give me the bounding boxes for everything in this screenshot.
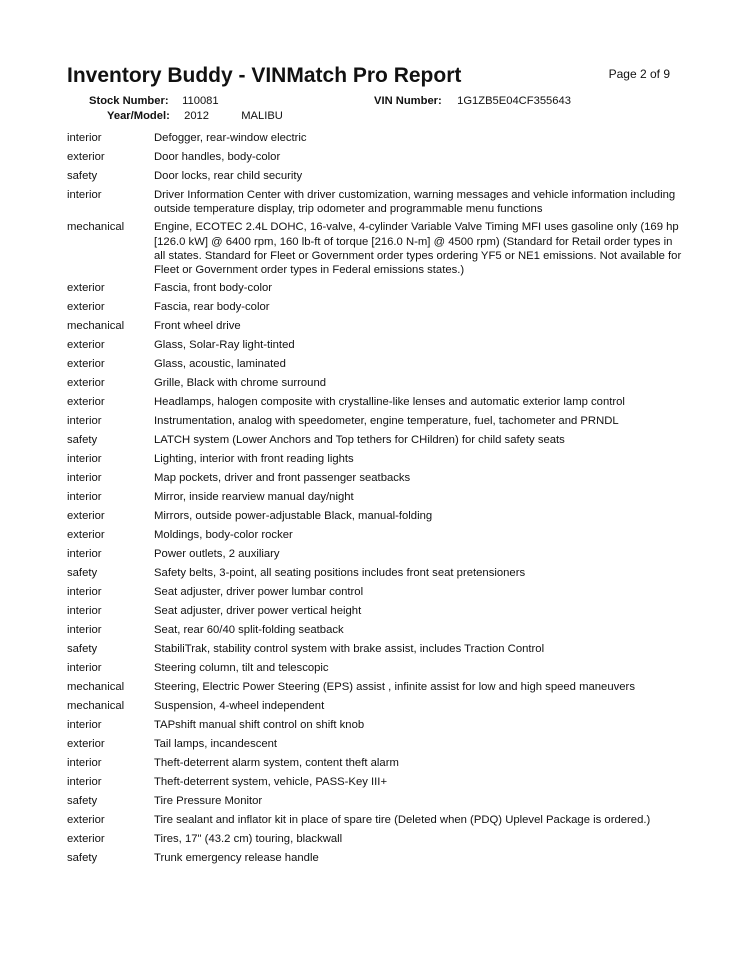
feature-row xyxy=(67,169,687,183)
feature-category: safety xyxy=(67,795,98,808)
feature-row xyxy=(67,452,687,466)
feature-category: exterior xyxy=(67,282,105,295)
stock-number-label: Stock Number: xyxy=(89,95,169,107)
feature-row xyxy=(67,220,687,278)
feature-category: safety xyxy=(67,434,98,447)
feature-row xyxy=(67,528,687,542)
feature-description: Lighting, interior with front reading lights xyxy=(154,453,354,466)
feature-row xyxy=(67,188,687,217)
feature-category: mechanical xyxy=(67,681,125,694)
report-title: Inventory Buddy - VINMatch Pro Report xyxy=(67,64,462,87)
feature-row xyxy=(67,851,687,865)
feature-row xyxy=(67,756,687,770)
feature-description: Tire sealant and inflator kit in place of spare tire (Deleted when (PDQ) Uplevel Package is ordered.) xyxy=(154,814,651,827)
year-model xyxy=(107,110,283,122)
feature-row xyxy=(67,623,687,637)
feature-description: Tires, 17" (43.2 cm) touring, blackwall xyxy=(154,833,343,846)
feature-description: Headlamps, halogen composite with crystalline-like lenses and automatic exterior lamp control xyxy=(154,396,625,409)
feature-description: Glass, Solar-Ray light-tinted xyxy=(154,339,295,352)
feature-row xyxy=(67,150,687,164)
feature-description: Front wheel drive xyxy=(154,320,241,333)
feature-row xyxy=(67,718,687,732)
feature-category: exterior xyxy=(67,833,105,846)
feature-row xyxy=(67,395,687,409)
feature-description: Fascia, front body-color xyxy=(154,282,273,295)
feature-description: TAPshift manual shift control on shift knob xyxy=(154,719,365,732)
feature-description: Steering, Electric Power Steering (EPS) assist , infinite assist for low and high speed maneuvers xyxy=(154,681,635,694)
feature-category: interior xyxy=(67,776,102,789)
page-number: Page 2 of 9 xyxy=(608,67,670,81)
feature-row xyxy=(67,775,687,789)
feature-description: Theft-deterrent alarm system, content theft alarm xyxy=(154,757,399,770)
feature-category: exterior xyxy=(67,510,105,523)
feature-row xyxy=(67,604,687,618)
feature-row xyxy=(67,376,687,390)
feature-description: Trunk emergency release handle xyxy=(154,852,319,865)
feature-description: Tire Pressure Monitor xyxy=(154,795,263,808)
stock-number xyxy=(89,95,219,107)
feature-description: Defogger, rear-window electric xyxy=(154,132,307,144)
feature-row xyxy=(67,832,687,846)
feature-description: Mirrors, outside power-adjustable Black, manual-folding xyxy=(154,510,433,523)
stock-number-value: 110081 xyxy=(182,95,219,107)
feature-category: interior xyxy=(67,453,102,466)
feature-description: Grille, Black with chrome surround xyxy=(154,377,327,390)
feature-row xyxy=(67,490,687,504)
feature-row xyxy=(67,585,687,599)
feature-description: Seat adjuster, driver power lumbar control xyxy=(154,586,364,599)
year-value: 2012 xyxy=(184,110,209,122)
feature-description: Moldings, body-color rocker xyxy=(154,529,293,542)
feature-category: interior xyxy=(67,605,102,618)
feature-category: interior xyxy=(67,472,102,485)
feature-description: Tail lamps, incandescent xyxy=(154,738,278,751)
feature-row xyxy=(67,566,687,580)
feature-row xyxy=(67,813,687,827)
feature-row xyxy=(67,357,687,371)
feature-category: safety xyxy=(67,643,98,656)
feature-row xyxy=(67,661,687,675)
feature-category: interior xyxy=(67,624,102,637)
feature-description: Suspension, 4-wheel independent xyxy=(154,700,325,713)
feature-category: interior xyxy=(67,189,102,201)
feature-row xyxy=(67,338,687,352)
feature-description: LATCH system (Lower Anchors and Top tethers for CHildren) for child safety seats xyxy=(154,434,565,447)
feature-category: interior xyxy=(67,662,102,675)
feature-category: exterior xyxy=(67,529,105,542)
feature-list xyxy=(67,131,687,870)
feature-row xyxy=(67,642,687,656)
feature-description: Seat adjuster, driver power vertical height xyxy=(154,605,362,618)
feature-description: Instrumentation, analog with speedometer, engine temperature, fuel, tachometer and PRNDL xyxy=(154,415,619,428)
feature-description: Map pockets, driver and front passenger seatbacks xyxy=(154,472,411,485)
feature-category: interior xyxy=(67,719,102,732)
feature-row xyxy=(67,319,687,333)
model-value: MALIBU xyxy=(241,110,283,122)
feature-row xyxy=(67,794,687,808)
feature-category: mechanical xyxy=(67,700,125,713)
vin-number-label: VIN Number: xyxy=(374,95,442,107)
feature-category: interior xyxy=(67,548,102,561)
feature-category: exterior xyxy=(67,151,105,163)
feature-row xyxy=(67,680,687,694)
feature-description: Door handles, body-color xyxy=(154,151,281,163)
feature-row xyxy=(67,131,687,145)
feature-description: Engine, ECOTEC 2.4L DOHC, 16-valve, 4-cylinder Variable Valve Timing MFI uses gasoline only (169 hp [126.0 kW] @ 6400 rpm, 160 lb-ft of torque [216.0 N-m] @ 4500 rpm) (Standard for Retail order types in all states. Standard for Fleet or Government order types ordering YF5 or NE1 emissions. Not available for Fleet or Government order types in Federal emissions states.) xyxy=(154,221,682,277)
feature-category: exterior xyxy=(67,396,105,409)
feature-row xyxy=(67,433,687,447)
feature-row xyxy=(67,509,687,523)
feature-category: interior xyxy=(67,586,102,599)
feature-row xyxy=(67,471,687,485)
feature-category: exterior xyxy=(67,358,105,371)
vin-number-value: 1G1ZB5E04CF355643 xyxy=(457,95,571,107)
feature-row xyxy=(67,281,687,295)
feature-description: Door locks, rear child security xyxy=(154,170,303,182)
feature-description: Theft-deterrent system, vehicle, PASS-Key III+ xyxy=(154,776,388,789)
year-model-label: Year/Model: xyxy=(107,110,170,122)
feature-description: Glass, acoustic, laminated xyxy=(154,358,286,371)
feature-category: exterior xyxy=(67,377,105,390)
feature-description: Seat, rear 60/40 split-folding seatback xyxy=(154,624,344,637)
feature-description: Steering column, tilt and telescopic xyxy=(154,662,329,675)
feature-category: exterior xyxy=(67,814,105,827)
feature-category: safety xyxy=(67,170,98,182)
feature-description: Fascia, rear body-color xyxy=(154,301,270,314)
feature-category: safety xyxy=(67,567,98,580)
feature-description: Driver Information Center with driver customization, warning messages and vehicle information including outside temperature display, trip odometer and programmable menu functions xyxy=(154,189,676,216)
feature-row xyxy=(67,300,687,314)
feature-category: interior xyxy=(67,132,102,144)
feature-category: exterior xyxy=(67,738,105,751)
feature-category: safety xyxy=(67,852,98,865)
feature-row xyxy=(67,414,687,428)
feature-category: exterior xyxy=(67,301,105,314)
feature-category: mechanical xyxy=(67,320,125,333)
feature-row xyxy=(67,547,687,561)
feature-category: exterior xyxy=(67,339,105,352)
feature-category: interior xyxy=(67,491,102,504)
vin-number xyxy=(374,95,571,107)
feature-description: StabiliTrak, stability control system with brake assist, includes Traction Control xyxy=(154,643,545,656)
feature-description: Power outlets, 2 auxiliary xyxy=(154,548,280,561)
feature-row xyxy=(67,737,687,751)
feature-row xyxy=(67,699,687,713)
feature-category: mechanical xyxy=(67,221,125,234)
feature-category: interior xyxy=(67,757,102,770)
feature-category: interior xyxy=(67,415,102,428)
feature-description: Safety belts, 3-point, all seating positions includes front seat pretensioners xyxy=(154,567,526,580)
feature-description: Mirror, inside rearview manual day/night xyxy=(154,491,354,504)
